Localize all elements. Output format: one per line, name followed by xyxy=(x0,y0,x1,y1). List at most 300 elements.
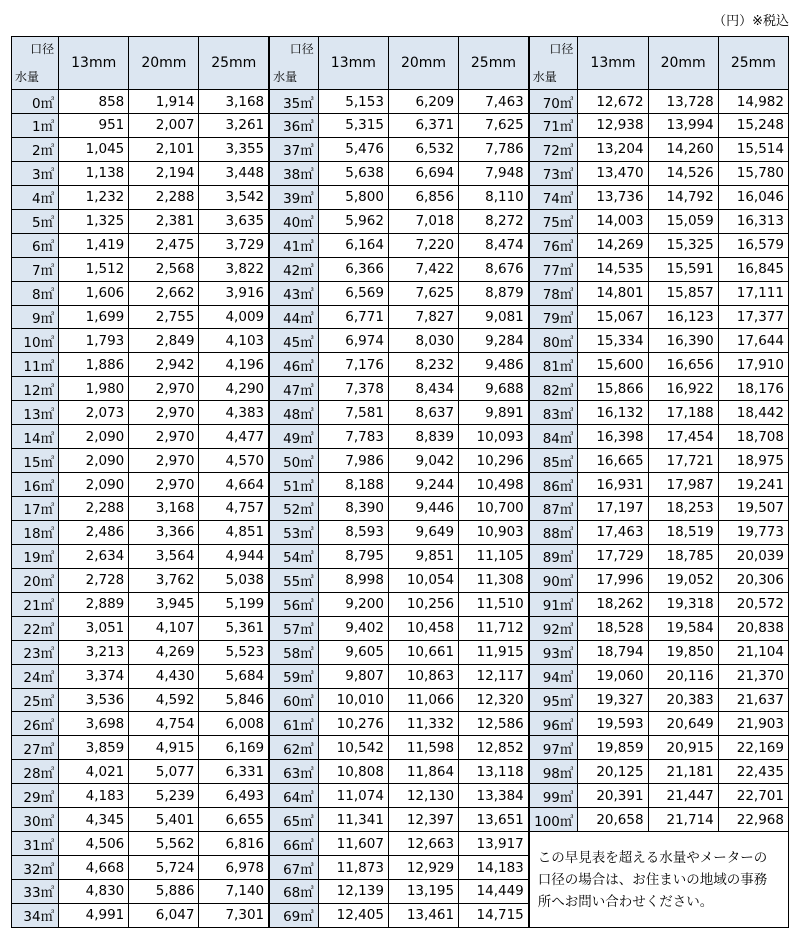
table-row xyxy=(12,616,789,640)
table-row xyxy=(12,90,789,114)
price-cell: 10,542 xyxy=(318,736,388,760)
price-cell: 4,183 xyxy=(59,784,129,808)
price-cell: 10,808 xyxy=(318,760,388,784)
price-cell: 858 xyxy=(59,90,129,114)
price-cell: 10,296 xyxy=(459,449,529,473)
volume-cell: 74㎥ xyxy=(529,185,578,209)
price-cell: 2,755 xyxy=(129,305,199,329)
diameter-header: 25mm xyxy=(718,37,788,90)
price-cell: 12,405 xyxy=(318,903,388,927)
price-cell: 4,592 xyxy=(129,688,199,712)
price-cell: 13,461 xyxy=(388,903,458,927)
price-cell: 17,721 xyxy=(648,449,718,473)
price-cell: 17,996 xyxy=(578,568,648,592)
price-cell: 3,945 xyxy=(129,592,199,616)
price-cell: 12,586 xyxy=(459,712,529,736)
diameter-header: 25mm xyxy=(199,37,269,90)
price-cell: 5,846 xyxy=(199,688,269,712)
price-cell: 22,435 xyxy=(718,760,788,784)
price-cell: 9,446 xyxy=(388,497,458,521)
volume-cell: 70㎥ xyxy=(529,90,578,114)
price-cell: 10,498 xyxy=(459,473,529,497)
price-cell: 19,850 xyxy=(648,640,718,664)
price-cell: 17,987 xyxy=(648,473,718,497)
table-row xyxy=(12,305,789,329)
volume-cell: 78㎥ xyxy=(529,281,578,305)
corner-diameter-label: 口径 xyxy=(30,42,55,56)
price-cell: 2,849 xyxy=(129,329,199,353)
table-row xyxy=(12,473,789,497)
price-cell: 19,507 xyxy=(718,497,788,521)
contact-note: この早見表を超える水量やメーターの口径の場合は、お住まいの地域の事務所へお問い合わせください。 xyxy=(529,832,789,928)
price-cell: 11,105 xyxy=(459,544,529,568)
volume-cell: 54㎥ xyxy=(269,544,318,568)
price-cell: 4,570 xyxy=(199,449,269,473)
volume-cell: 51㎥ xyxy=(269,473,318,497)
price-cell: 10,458 xyxy=(388,616,458,640)
volume-cell: 90㎥ xyxy=(529,568,578,592)
price-cell: 6,209 xyxy=(388,90,458,114)
table-row xyxy=(12,712,789,736)
price-cell: 1,980 xyxy=(59,377,129,401)
price-cell: 18,442 xyxy=(718,401,788,425)
price-cell: 6,169 xyxy=(199,736,269,760)
volume-cell: 76㎥ xyxy=(529,233,578,257)
volume-cell: 6㎥ xyxy=(12,233,59,257)
price-cell: 2,970 xyxy=(129,473,199,497)
table-row xyxy=(12,520,789,544)
volume-cell: 71㎥ xyxy=(529,114,578,138)
price-cell: 4,506 xyxy=(59,832,129,856)
price-cell: 2,970 xyxy=(129,449,199,473)
corner-volume-label: 水量 xyxy=(273,70,298,85)
price-cell: 2,194 xyxy=(129,161,199,185)
price-cell: 11,873 xyxy=(318,856,388,880)
price-cell: 4,103 xyxy=(199,329,269,353)
price-cell: 5,239 xyxy=(129,784,199,808)
price-cell: 16,123 xyxy=(648,305,718,329)
price-cell: 9,244 xyxy=(388,473,458,497)
price-cell: 1,886 xyxy=(59,353,129,377)
table-row xyxy=(12,161,789,185)
price-cell: 5,523 xyxy=(199,640,269,664)
diameter-header: 13mm xyxy=(578,37,648,90)
volume-cell: 67㎥ xyxy=(269,856,318,880)
price-cell: 8,637 xyxy=(388,401,458,425)
table-row xyxy=(12,425,789,449)
header-row xyxy=(12,37,789,90)
price-cell: 9,605 xyxy=(318,640,388,664)
table-row xyxy=(12,664,789,688)
volume-cell: 18㎥ xyxy=(12,520,59,544)
price-cell: 3,051 xyxy=(59,616,129,640)
price-cell: 8,272 xyxy=(459,209,529,233)
price-cell: 19,318 xyxy=(648,592,718,616)
price-cell: 3,168 xyxy=(129,497,199,521)
volume-cell: 94㎥ xyxy=(529,664,578,688)
price-cell: 15,334 xyxy=(578,329,648,353)
price-cell: 8,474 xyxy=(459,233,529,257)
price-cell: 4,754 xyxy=(129,712,199,736)
price-cell: 15,591 xyxy=(648,257,718,281)
price-cell: 5,315 xyxy=(318,114,388,138)
price-cell: 3,355 xyxy=(199,137,269,161)
price-cell: 6,771 xyxy=(318,305,388,329)
price-cell: 3,916 xyxy=(199,281,269,305)
price-cell: 20,125 xyxy=(578,760,648,784)
corner-header xyxy=(269,37,318,90)
volume-cell: 23㎥ xyxy=(12,640,59,664)
price-cell: 21,104 xyxy=(718,640,788,664)
price-cell: 16,845 xyxy=(718,257,788,281)
price-cell: 14,982 xyxy=(718,90,788,114)
price-cell: 16,398 xyxy=(578,425,648,449)
price-cell: 7,986 xyxy=(318,449,388,473)
price-cell: 5,476 xyxy=(318,137,388,161)
price-cell: 19,052 xyxy=(648,568,718,592)
price-cell: 15,866 xyxy=(578,377,648,401)
table-row xyxy=(12,449,789,473)
volume-cell: 66㎥ xyxy=(269,832,318,856)
price-cell: 14,526 xyxy=(648,161,718,185)
price-cell: 18,708 xyxy=(718,425,788,449)
price-cell: 16,046 xyxy=(718,185,788,209)
price-cell: 17,729 xyxy=(578,544,648,568)
price-cell: 20,306 xyxy=(718,568,788,592)
price-cell: 19,859 xyxy=(578,736,648,760)
price-cell: 7,625 xyxy=(459,114,529,138)
price-cell: 13,736 xyxy=(578,185,648,209)
price-cell: 10,093 xyxy=(459,425,529,449)
volume-cell: 31㎥ xyxy=(12,832,59,856)
price-cell: 5,638 xyxy=(318,161,388,185)
price-cell: 3,822 xyxy=(199,257,269,281)
volume-cell: 19㎥ xyxy=(12,544,59,568)
volume-cell: 95㎥ xyxy=(529,688,578,712)
price-cell: 13,651 xyxy=(459,808,529,832)
price-cell: 16,390 xyxy=(648,329,718,353)
price-cell: 10,863 xyxy=(388,664,458,688)
price-cell: 10,276 xyxy=(318,712,388,736)
price-cell: 2,007 xyxy=(129,114,199,138)
price-cell: 1,699 xyxy=(59,305,129,329)
price-cell: 14,269 xyxy=(578,233,648,257)
corner-volume-label: 水量 xyxy=(15,70,40,85)
table-row xyxy=(12,784,789,808)
diameter-header: 13mm xyxy=(318,37,388,90)
volume-cell: 30㎥ xyxy=(12,808,59,832)
volume-cell: 86㎥ xyxy=(529,473,578,497)
price-cell: 3,213 xyxy=(59,640,129,664)
price-cell: 2,889 xyxy=(59,592,129,616)
volume-cell: 13㎥ xyxy=(12,401,59,425)
price-cell: 2,101 xyxy=(129,137,199,161)
volume-cell: 60㎥ xyxy=(269,688,318,712)
price-cell: 2,970 xyxy=(129,377,199,401)
table-row xyxy=(12,137,789,161)
volume-cell: 33㎥ xyxy=(12,880,59,904)
price-cell: 12,320 xyxy=(459,688,529,712)
volume-cell: 17㎥ xyxy=(12,497,59,521)
price-cell: 18,262 xyxy=(578,592,648,616)
price-cell: 20,116 xyxy=(648,664,718,688)
price-cell: 4,196 xyxy=(199,353,269,377)
price-cell: 11,308 xyxy=(459,568,529,592)
price-cell: 9,688 xyxy=(459,377,529,401)
price-cell: 8,879 xyxy=(459,281,529,305)
price-cell: 951 xyxy=(59,114,129,138)
price-cell: 11,864 xyxy=(388,760,458,784)
volume-cell: 22㎥ xyxy=(12,616,59,640)
price-cell: 2,475 xyxy=(129,233,199,257)
volume-cell: 28㎥ xyxy=(12,760,59,784)
price-cell: 9,081 xyxy=(459,305,529,329)
price-cell: 3,762 xyxy=(129,568,199,592)
volume-cell: 93㎥ xyxy=(529,640,578,664)
price-cell: 1,606 xyxy=(59,281,129,305)
price-cell: 2,288 xyxy=(129,185,199,209)
price-cell: 21,637 xyxy=(718,688,788,712)
price-cell: 6,974 xyxy=(318,329,388,353)
table-row xyxy=(12,808,789,832)
price-cell: 2,486 xyxy=(59,520,129,544)
table-row xyxy=(12,688,789,712)
price-cell: 14,003 xyxy=(578,209,648,233)
price-cell: 11,341 xyxy=(318,808,388,832)
volume-cell: 82㎥ xyxy=(529,377,578,401)
price-cell: 12,139 xyxy=(318,880,388,904)
price-cell: 11,598 xyxy=(388,736,458,760)
table-row xyxy=(12,353,789,377)
price-cell: 2,634 xyxy=(59,544,129,568)
price-cell: 7,140 xyxy=(199,880,269,904)
price-cell: 15,325 xyxy=(648,233,718,257)
price-cell: 7,948 xyxy=(459,161,529,185)
price-cell: 6,164 xyxy=(318,233,388,257)
table-row xyxy=(12,257,789,281)
volume-cell: 98㎥ xyxy=(529,760,578,784)
volume-cell: 65㎥ xyxy=(269,808,318,832)
volume-cell: 83㎥ xyxy=(529,401,578,425)
volume-cell: 58㎥ xyxy=(269,640,318,664)
volume-cell: 97㎥ xyxy=(529,736,578,760)
price-cell: 4,944 xyxy=(199,544,269,568)
price-cell: 17,197 xyxy=(578,497,648,521)
price-cell: 3,542 xyxy=(199,185,269,209)
volume-cell: 20㎥ xyxy=(12,568,59,592)
volume-cell: 21㎥ xyxy=(12,592,59,616)
price-cell: 5,562 xyxy=(129,832,199,856)
price-cell: 2,568 xyxy=(129,257,199,281)
volume-cell: 63㎥ xyxy=(269,760,318,784)
price-cell: 16,579 xyxy=(718,233,788,257)
price-cell: 3,536 xyxy=(59,688,129,712)
price-cell: 17,463 xyxy=(578,520,648,544)
price-cell: 18,975 xyxy=(718,449,788,473)
price-cell: 8,839 xyxy=(388,425,458,449)
volume-cell: 36㎥ xyxy=(269,114,318,138)
price-cell: 8,795 xyxy=(318,544,388,568)
volume-cell: 5㎥ xyxy=(12,209,59,233)
price-cell: 2,970 xyxy=(129,401,199,425)
price-cell: 10,256 xyxy=(388,592,458,616)
volume-cell: 49㎥ xyxy=(269,425,318,449)
price-cell: 17,644 xyxy=(718,329,788,353)
price-cell: 3,261 xyxy=(199,114,269,138)
price-cell: 5,800 xyxy=(318,185,388,209)
table-row xyxy=(12,640,789,664)
price-cell: 18,794 xyxy=(578,640,648,664)
price-cell: 6,569 xyxy=(318,281,388,305)
price-cell: 5,684 xyxy=(199,664,269,688)
volume-cell: 99㎥ xyxy=(529,784,578,808)
price-cell: 9,200 xyxy=(318,592,388,616)
price-cell: 3,168 xyxy=(199,90,269,114)
table-row xyxy=(12,233,789,257)
price-cell: 22,169 xyxy=(718,736,788,760)
price-cell: 8,030 xyxy=(388,329,458,353)
volume-cell: 1㎥ xyxy=(12,114,59,138)
price-cell: 14,715 xyxy=(459,903,529,927)
price-cell: 9,284 xyxy=(459,329,529,353)
price-cell: 7,018 xyxy=(388,209,458,233)
price-cell: 6,331 xyxy=(199,760,269,784)
volume-cell: 39㎥ xyxy=(269,185,318,209)
volume-cell: 41㎥ xyxy=(269,233,318,257)
price-cell: 8,434 xyxy=(388,377,458,401)
price-cell: 17,910 xyxy=(718,353,788,377)
price-cell: 6,532 xyxy=(388,137,458,161)
volume-cell: 84㎥ xyxy=(529,425,578,449)
price-cell: 19,327 xyxy=(578,688,648,712)
volume-cell: 45㎥ xyxy=(269,329,318,353)
price-cell: 2,090 xyxy=(59,425,129,449)
volume-cell: 46㎥ xyxy=(269,353,318,377)
corner-diameter-label: 口径 xyxy=(549,42,574,56)
price-cell: 7,827 xyxy=(388,305,458,329)
corner-header xyxy=(529,37,578,90)
price-cell: 3,448 xyxy=(199,161,269,185)
corner-header xyxy=(12,37,59,90)
price-cell: 17,111 xyxy=(718,281,788,305)
price-cell: 2,073 xyxy=(59,401,129,425)
price-cell: 8,390 xyxy=(318,497,388,521)
table-row xyxy=(12,736,789,760)
price-cell: 1,419 xyxy=(59,233,129,257)
table-row xyxy=(12,377,789,401)
volume-cell: 52㎥ xyxy=(269,497,318,521)
price-cell: 11,332 xyxy=(388,712,458,736)
table-row xyxy=(12,209,789,233)
price-cell: 19,060 xyxy=(578,664,648,688)
price-cell: 6,856 xyxy=(388,185,458,209)
price-cell: 4,430 xyxy=(129,664,199,688)
table-row xyxy=(12,281,789,305)
volume-cell: 69㎥ xyxy=(269,903,318,927)
diameter-header: 20mm xyxy=(648,37,718,90)
price-cell: 6,047 xyxy=(129,903,199,927)
price-cell: 20,649 xyxy=(648,712,718,736)
volume-cell: 100㎥ xyxy=(529,808,578,832)
volume-cell: 61㎥ xyxy=(269,712,318,736)
price-cell: 3,729 xyxy=(199,233,269,257)
price-cell: 19,584 xyxy=(648,616,718,640)
volume-cell: 77㎥ xyxy=(529,257,578,281)
price-cell: 3,859 xyxy=(59,736,129,760)
price-cell: 9,486 xyxy=(459,353,529,377)
price-cell: 9,851 xyxy=(388,544,458,568)
price-cell: 16,313 xyxy=(718,209,788,233)
price-cell: 1,793 xyxy=(59,329,129,353)
price-cell: 21,181 xyxy=(648,760,718,784)
price-cell: 11,915 xyxy=(459,640,529,664)
price-cell: 4,383 xyxy=(199,401,269,425)
volume-cell: 9㎥ xyxy=(12,305,59,329)
price-cell: 15,600 xyxy=(578,353,648,377)
price-cell: 7,422 xyxy=(388,257,458,281)
price-cell: 15,857 xyxy=(648,281,718,305)
price-cell: 4,009 xyxy=(199,305,269,329)
price-cell: 1,325 xyxy=(59,209,129,233)
volume-cell: 16㎥ xyxy=(12,473,59,497)
price-cell: 14,535 xyxy=(578,257,648,281)
volume-cell: 85㎥ xyxy=(529,449,578,473)
price-cell: 7,301 xyxy=(199,903,269,927)
volume-cell: 92㎥ xyxy=(529,616,578,640)
price-cell: 15,514 xyxy=(718,137,788,161)
price-cell: 5,401 xyxy=(129,808,199,832)
volume-cell: 73㎥ xyxy=(529,161,578,185)
volume-cell: 38㎥ xyxy=(269,161,318,185)
price-cell: 18,785 xyxy=(648,544,718,568)
volume-cell: 32㎥ xyxy=(12,856,59,880)
price-cell: 4,664 xyxy=(199,473,269,497)
price-cell: 3,698 xyxy=(59,712,129,736)
table-row xyxy=(12,497,789,521)
price-cell: 20,391 xyxy=(578,784,648,808)
volume-cell: 96㎥ xyxy=(529,712,578,736)
price-cell: 10,054 xyxy=(388,568,458,592)
volume-cell: 12㎥ xyxy=(12,377,59,401)
price-cell: 11,510 xyxy=(459,592,529,616)
price-cell: 12,929 xyxy=(388,856,458,880)
price-cell: 5,038 xyxy=(199,568,269,592)
price-cell: 4,021 xyxy=(59,760,129,784)
volume-cell: 50㎥ xyxy=(269,449,318,473)
diameter-header: 25mm xyxy=(459,37,529,90)
price-cell: 9,807 xyxy=(318,664,388,688)
price-cell: 2,662 xyxy=(129,281,199,305)
price-cell: 1,232 xyxy=(59,185,129,209)
price-cell: 7,378 xyxy=(318,377,388,401)
price-cell: 14,449 xyxy=(459,880,529,904)
price-cell: 17,454 xyxy=(648,425,718,449)
volume-cell: 14㎥ xyxy=(12,425,59,449)
price-cell: 12,672 xyxy=(578,90,648,114)
price-cell: 12,663 xyxy=(388,832,458,856)
volume-cell: 35㎥ xyxy=(269,90,318,114)
volume-cell: 34㎥ xyxy=(12,903,59,927)
price-cell: 7,463 xyxy=(459,90,529,114)
price-cell: 5,077 xyxy=(129,760,199,784)
price-cell: 14,183 xyxy=(459,856,529,880)
price-cell: 6,655 xyxy=(199,808,269,832)
price-cell: 2,381 xyxy=(129,209,199,233)
price-cell: 3,366 xyxy=(129,520,199,544)
price-cell: 4,269 xyxy=(129,640,199,664)
volume-cell: 57㎥ xyxy=(269,616,318,640)
diameter-header: 20mm xyxy=(129,37,199,90)
